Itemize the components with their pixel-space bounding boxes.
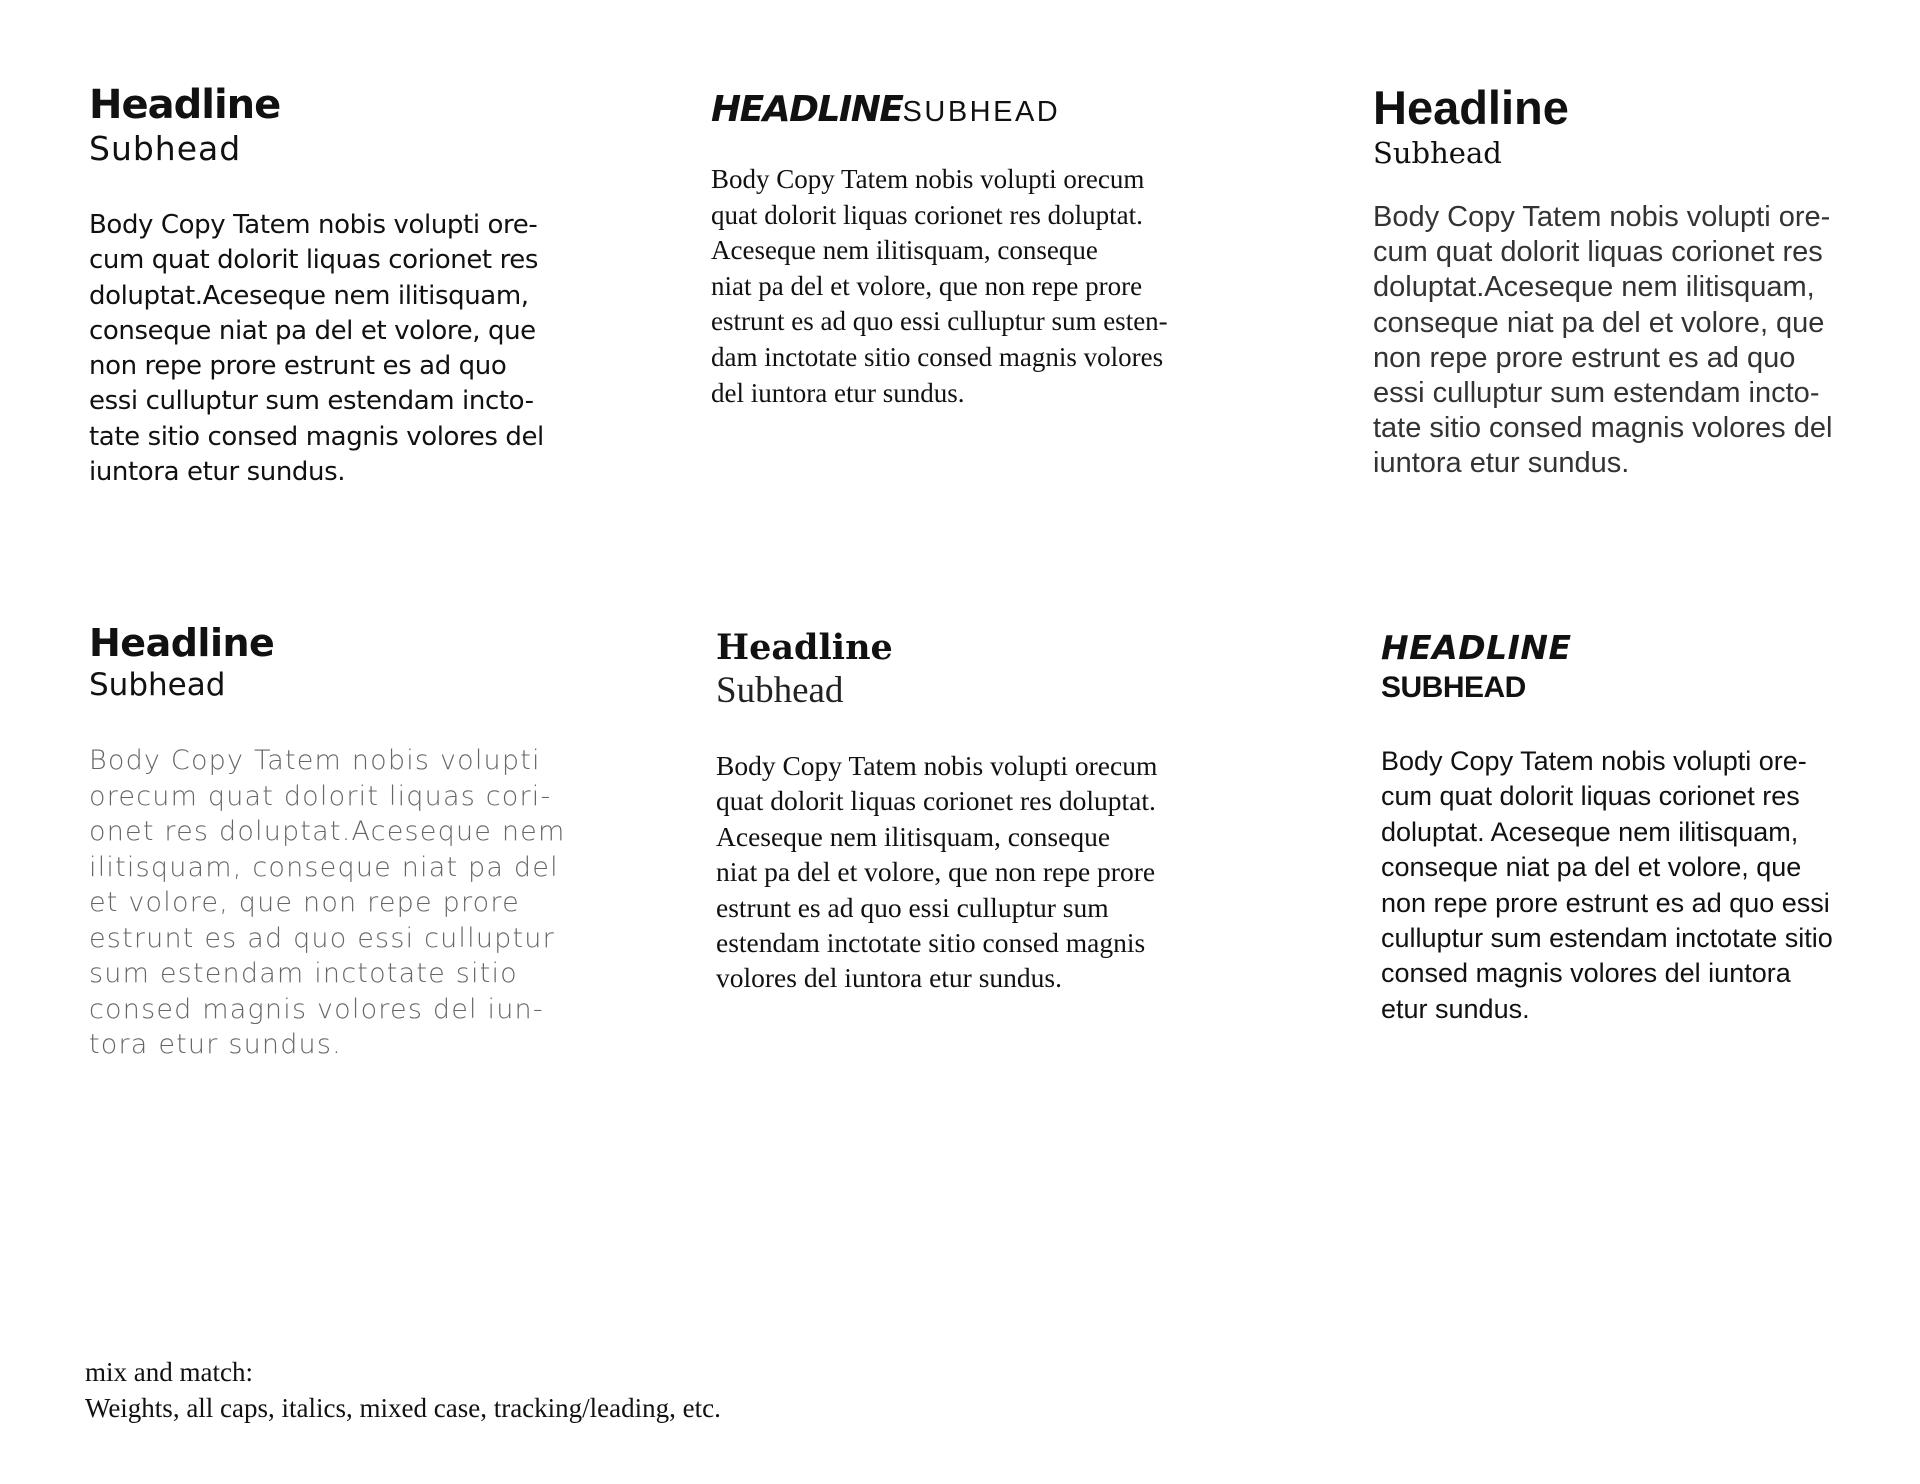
body-copy: Body Copy Tatem nobis volupti orecum quat dolorit liquas corionet res doluptat. Aceseque nem ilitisquam, conseque niat pa del et volore, que non repe prore estrunt es ad quo essi culluptur sum estendam inctotate sitio consed magnis volores del iuntora etur sundus. <box>716 750 1158 994</box>
subhead: SUBHEAD <box>1381 671 1526 704</box>
subhead: Subhead <box>716 670 844 711</box>
headline: Headline <box>89 621 275 665</box>
note-title: mix and match: <box>85 1357 253 1387</box>
body-copy: Body Copy Tatem nobis volupti ore- cum quat dolorit liquas corionet res doluptat.Aceseque nem ilitisquam, conseque niat pa del et volore, que non repe prore estrunt es ad quo essi culluptur sum estendam incto- tate sitio consed magnis volores del iuntora etur sundus. <box>89 210 544 488</box>
headline: Headline <box>1373 81 1569 134</box>
headline: HEADLINE <box>711 89 903 130</box>
type-sample-5 <box>716 626 1256 996</box>
subhead: SUBHEAD <box>902 96 1061 128</box>
type-sample-6 <box>1381 628 1901 1027</box>
type-sample-4 <box>89 621 609 1063</box>
type-sample-2 <box>711 88 1251 411</box>
subhead: Subhead <box>89 667 226 703</box>
type-sample-3 <box>1373 80 1873 482</box>
headline: HEADLINE <box>1381 628 1572 667</box>
body-copy: Body Copy Tatem nobis volupti orecum quat dolorit liquas corionet res doluptat. Aceseque nem ilitisquam, conseque niat pa del et volore, que non repe prore estrunt es ad quo essi culluptur sum esten- dam inctotate sitio consed magnis volores del iuntora etur sundus. <box>711 164 1168 408</box>
mix-and-match-note <box>85 1354 985 1426</box>
body-copy: Body Copy Tatem nobis volupti ore- cum quat dolorit liquas corionet res doluptat.Aceseque nem ilitisquam, conseque niat pa del et volore, que non repe prore estrunt es ad quo essi culluptur sum estendam incto- tate sitio consed magnis volores del iuntora etur sundus. <box>1373 201 1833 480</box>
headline: Headline <box>716 627 893 668</box>
type-sample-1 <box>89 82 589 490</box>
body-copy: Body Copy Tatem nobis volupti orecum quat dolorit liquas cori- onet res doluptat.Aceseque nem ilitisquam, conseque niat pa del et volore, que non repe prore estrunt es ad quo essi culluptur sum estendam inctotate sitio consed magnis volores del iun- tora etur sundus. <box>89 745 566 1060</box>
headline: Headline <box>89 82 281 128</box>
body-copy: Body Copy Tatem nobis volupti ore- cum quat dolorit liquas corionet res doluptat. Aceseque nem ilitisquam, conseque niat pa del et volore, que non repe prore estrunt es ad quo essi culluptur sum estendam inctotate sitio consed magnis volores del iuntora etur sundus. <box>1381 746 1833 1024</box>
note-details: Weights, all caps, italics, mixed case, tracking/leading, etc. <box>85 1393 721 1423</box>
subhead: Subhead <box>1373 136 1502 170</box>
headline-row <box>711 88 1251 132</box>
subhead: Subhead <box>89 129 242 168</box>
